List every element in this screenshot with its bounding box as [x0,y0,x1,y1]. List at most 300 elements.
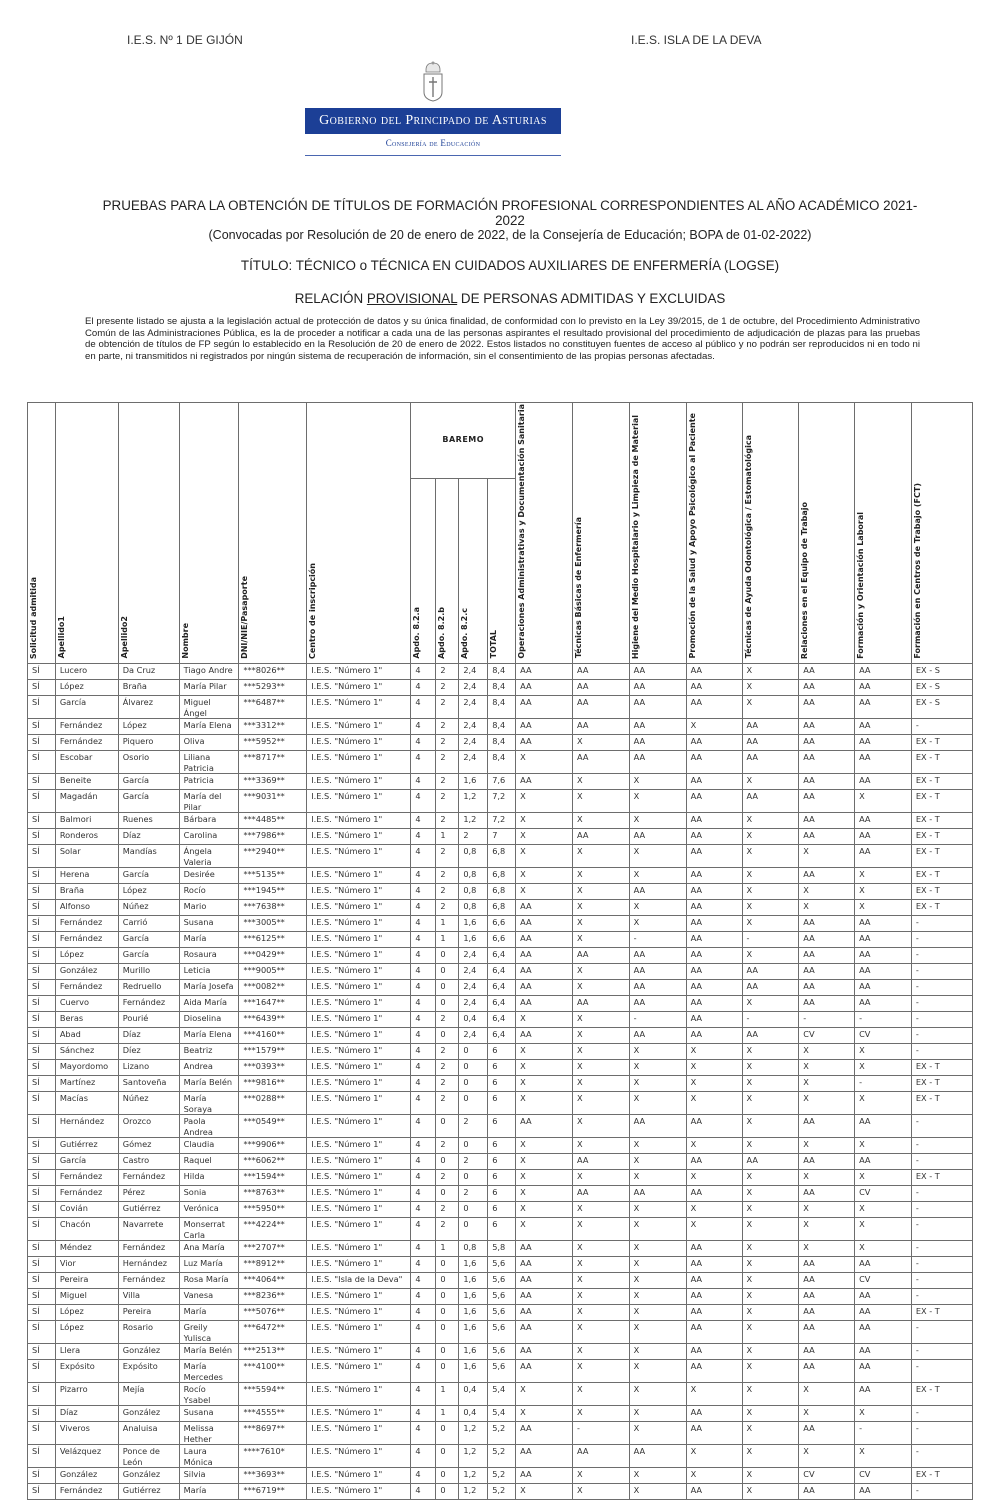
cell-mod-5: X [742,845,799,868]
cell-nombre: Miguel Ángel [179,696,239,719]
cell-apellido2: López [118,719,179,735]
cell-mod-7: AA [855,735,912,751]
cell-apellido1: Hernández [55,1115,118,1138]
cell-mod-4: AA [686,916,742,932]
cell-mod-3: X [629,900,686,916]
cell-apellido2: Hernández [118,1257,179,1273]
cell-apdo-a: 4 [411,884,436,900]
cell-mod-7: AA [855,1257,912,1273]
cell-mod-4: AA [686,1012,742,1028]
cell-mod-5: X [742,1257,799,1273]
cell-apdo-b: 1 [436,829,459,845]
cell-nombre: Oliva [179,735,239,751]
cell-mod-4: AA [686,829,742,845]
government-logo [305,60,561,157]
cell-apellido1: Díaz [55,1406,118,1422]
relacion-heading [95,291,925,306]
cell-nombre: María Elena [179,719,239,735]
cell-mod-5: X [742,664,799,680]
cell-nombre: Raquel [179,1154,239,1170]
cell-mod-7: X [855,868,912,884]
cell-mod-7: X [855,1406,912,1422]
header-right-institution: I.E.S. ISLA DE LA DEVA [631,33,762,47]
cell-mod-7: AA [855,916,912,932]
cell-mod-1: X [516,1044,573,1060]
cell-mod-6: X [799,1241,855,1257]
cell-mod-3: X [629,1241,686,1257]
cell-nombre: Claudia [179,1138,239,1154]
table-row [28,1138,973,1154]
cell-mod-6: AA [799,813,855,829]
table-row [28,1044,973,1060]
cell-apellido2: Villa [118,1289,179,1305]
cell-total: 6,4 [488,980,516,996]
cell-fct: - [911,1422,972,1445]
cell-mod-3: AA [629,980,686,996]
cell-apdo-a: 4 [411,1028,436,1044]
cell-mod-6: AA [799,829,855,845]
cell-solicitud: SÍ [28,829,56,845]
cell-dni: ***1579** [239,1044,307,1060]
cell-apellido1: Alfonso [55,900,118,916]
cell-fct: EX - T [911,1468,972,1484]
cell-mod-7: X [855,1445,912,1468]
cell-apellido2: Álvarez [118,696,179,719]
cell-mod-7: AA [855,845,912,868]
cell-apellido2: García [118,790,179,813]
cell-mod-7: X [855,790,912,813]
cell-mod-6: AA [799,735,855,751]
cell-mod-7: AA [855,813,912,829]
cell-apdo-a: 4 [411,1321,436,1344]
cell-apellido2: González [118,1468,179,1484]
cell-apdo-b: 2 [436,813,459,829]
table-row [28,719,973,735]
cell-apellido1: Escobar [55,751,118,774]
cell-mod-7: AA [855,774,912,790]
cell-mod-2: X [573,1202,630,1218]
cell-mod-6: AA [799,1360,855,1383]
cell-centro: I.E.S. "Número 1" [307,1360,411,1383]
cell-mod-4: AA [686,900,742,916]
cell-apellido1: Sánchez [55,1044,118,1060]
cell-mod-6: AA [799,719,855,735]
cell-mod-1: AA [516,735,573,751]
col-label: TOTAL [489,630,499,659]
cell-mod-1: AA [516,948,573,964]
cell-total: 6,4 [488,1012,516,1028]
cell-mod-6: AA [799,996,855,1012]
cell-solicitud: SÍ [28,1344,56,1360]
cell-mod-5: AA [742,735,799,751]
cell-fct: EX - T [911,845,972,868]
cell-apellido1: Gutiérrez [55,1138,118,1154]
cell-mod-4: AA [686,964,742,980]
cell-apellido2: Núñez [118,900,179,916]
cell-mod-2: X [573,774,630,790]
cell-apellido1: Expósito [55,1360,118,1383]
cell-apdo-b: 0 [436,948,459,964]
col-header-total [488,479,516,664]
cell-mod-1: X [516,1406,573,1422]
cell-total: 7,2 [488,790,516,813]
cell-solicitud: SÍ [28,1406,56,1422]
col-label: Promoción de la Salud y Apoyo Psicológico al Paciente [687,413,697,659]
cell-centro: I.E.S. "Número 1" [307,868,411,884]
cell-apdo-c: 2,4 [459,735,488,751]
cell-mod-2: AA [573,751,630,774]
cell-solicitud: SÍ [28,1218,56,1241]
cell-apdo-c: 2 [459,1115,488,1138]
cell-nombre: Verónica [179,1202,239,1218]
cell-apdo-a: 4 [411,1344,436,1360]
cell-solicitud: SÍ [28,1044,56,1060]
cell-mod-3: X [629,1076,686,1092]
cell-total: 6,6 [488,932,516,948]
cell-total: 5,4 [488,1406,516,1422]
relacion-prefix: RELACIÓN [294,291,367,306]
cell-dni: ***9906** [239,1138,307,1154]
cell-mod-7: X [855,900,912,916]
cell-apdo-c: 2,4 [459,996,488,1012]
cell-apdo-c: 1,2 [459,790,488,813]
col-header-apdo-b [436,479,459,664]
cell-mod-7: AA [855,696,912,719]
cell-mod-1: X [516,1170,573,1186]
cell-mod-4: AA [686,1273,742,1289]
cell-dni: ***8717** [239,751,307,774]
cell-mod-4: X [686,1468,742,1484]
cell-total: 6,8 [488,884,516,900]
cell-apdo-c: 0 [459,1170,488,1186]
cell-mod-5: X [742,868,799,884]
cell-solicitud: SÍ [28,1060,56,1076]
cell-centro: I.E.S. "Número 1" [307,1012,411,1028]
cell-apdo-b: 2 [436,1138,459,1154]
cell-mod-1: AA [516,1468,573,1484]
cell-apellido1: Cuervo [55,996,118,1012]
baremo-group-header: BAREMO [411,403,516,479]
cell-mod-3: X [629,1484,686,1500]
cell-fct: - [911,980,972,996]
cell-mod-1: X [516,1218,573,1241]
cell-dni: ***6062** [239,1154,307,1170]
cell-mod-1: AA [516,932,573,948]
cell-mod-4: AA [686,1154,742,1170]
cell-apdo-c: 2,4 [459,664,488,680]
cell-nombre: María Soraya [179,1092,239,1115]
cell-mod-5: X [742,829,799,845]
cell-dni: ***3312** [239,719,307,735]
cell-dni: ***9031** [239,790,307,813]
cell-apdo-c: 1,6 [459,1305,488,1321]
cell-solicitud: SÍ [28,948,56,964]
cell-apdo-b: 0 [436,1305,459,1321]
cell-nombre: Vanesa [179,1289,239,1305]
cell-apellido1: Fernández [55,932,118,948]
cell-nombre: Rosa María [179,1273,239,1289]
cell-mod-5: AA [742,964,799,980]
cell-apdo-b: 2 [436,1076,459,1092]
cell-mod-3: AA [629,1028,686,1044]
cell-total: 6 [488,1138,516,1154]
cell-apellido2: García [118,932,179,948]
cell-mod-5: X [742,1273,799,1289]
cell-nombre: Greily Yulisca [179,1321,239,1344]
cell-mod-7: X [855,1170,912,1186]
cell-total: 6,8 [488,845,516,868]
cell-apellido2: Pereira [118,1305,179,1321]
table-row [28,845,973,868]
cell-mod-3: X [629,1468,686,1484]
cell-dni: ***3693** [239,1468,307,1484]
cell-apellido2: Expósito [118,1360,179,1383]
cell-mod-2: AA [573,1186,630,1202]
table-row [28,1257,973,1273]
cell-mod-4: AA [686,884,742,900]
cell-total: 6,6 [488,916,516,932]
cell-apdo-b: 0 [436,1360,459,1383]
cell-mod-2: AA [573,680,630,696]
cell-apdo-b: 2 [436,664,459,680]
cell-mod-6: X [799,1076,855,1092]
cell-apellido1: Velázquez [55,1445,118,1468]
cell-mod-5: X [742,1383,799,1406]
cell-solicitud: SÍ [28,996,56,1012]
cell-mod-6: AA [799,1484,855,1500]
cell-mod-7: CV [855,1186,912,1202]
cell-dni: ***4064** [239,1273,307,1289]
cell-centro: I.E.S. "Número 1" [307,1305,411,1321]
cell-mod-1: AA [516,1360,573,1383]
cell-apellido1: Chacón [55,1218,118,1241]
cell-apellido2: Fernández [118,1170,179,1186]
cell-mod-4: X [686,719,742,735]
cell-fct: EX - T [911,774,972,790]
cell-fct: EX - T [911,1076,972,1092]
table-row [28,1241,973,1257]
cell-mod-1: AA [516,900,573,916]
cell-mod-4: AA [686,932,742,948]
cell-total: 7 [488,829,516,845]
cell-mod-6: X [799,884,855,900]
cell-apdo-c: 1,2 [459,1445,488,1468]
cell-fct: - [911,964,972,980]
cell-dni: ***3369** [239,774,307,790]
cell-apdo-b: 2 [436,1170,459,1186]
col-label: Formación en Centros de Trabajo (FCT) [912,483,922,659]
cell-centro: I.E.S. "Número 1" [307,774,411,790]
cell-mod-6: X [799,1044,855,1060]
cell-mod-4: AA [686,1186,742,1202]
cell-apdo-c: 1,2 [459,813,488,829]
col-header-apdo-a [411,479,436,664]
cell-fct: - [911,719,972,735]
cell-centro: I.E.S. "Número 1" [307,964,411,980]
cell-mod-6: X [799,1170,855,1186]
cell-nombre: Patricia [179,774,239,790]
table-row [28,1092,973,1115]
cell-apdo-c: 2,4 [459,751,488,774]
cell-nombre: Sonia [179,1186,239,1202]
cell-mod-3: X [629,1344,686,1360]
cell-total: 6 [488,1186,516,1202]
cell-mod-6: - [799,1012,855,1028]
cell-mod-2: X [573,980,630,996]
table-row [28,980,973,996]
cell-centro: I.E.S. "Número 1" [307,1321,411,1344]
col-label: Apellido2 [119,616,129,659]
cell-dni: ***4224** [239,1218,307,1241]
cell-mod-4: X [686,1445,742,1468]
cell-mod-1: X [516,751,573,774]
cell-fct: - [911,948,972,964]
cell-solicitud: SÍ [28,964,56,980]
table-row [28,1186,973,1202]
cell-mod-1: X [516,1202,573,1218]
cell-mod-3: X [629,1060,686,1076]
cell-centro: I.E.S. "Número 1" [307,813,411,829]
col-header-apellido2 [118,403,179,664]
cell-solicitud: SÍ [28,1257,56,1273]
table-row [28,1422,973,1445]
cell-mod-5: X [742,774,799,790]
cell-centro: I.E.S. "Número 1" [307,884,411,900]
cell-mod-5: X [742,1092,799,1115]
table-row [28,1076,973,1092]
table-row [28,735,973,751]
cell-mod-4: X [686,1092,742,1115]
col-label: Apdo. 8.2.c [460,607,470,659]
cell-fct: EX - T [911,900,972,916]
cell-fct: - [911,1273,972,1289]
cell-centro: I.E.S. "Número 1" [307,696,411,719]
cell-apdo-b: 0 [436,1115,459,1138]
cell-mod-3: X [629,774,686,790]
cell-fct: EX - S [911,696,972,719]
cell-total: 6 [488,1154,516,1170]
cell-mod-3: AA [629,1186,686,1202]
cell-mod-2: AA [573,996,630,1012]
cell-solicitud: SÍ [28,774,56,790]
cell-mod-5: X [742,1305,799,1321]
cell-nombre: María Mercedes [179,1360,239,1383]
table-row [28,916,973,932]
cell-mod-1: X [516,1138,573,1154]
cell-apdo-a: 4 [411,948,436,964]
cell-fct: - [911,1241,972,1257]
logo-divider [305,155,561,156]
cell-total: 5,2 [488,1422,516,1445]
cell-solicitud: SÍ [28,1445,56,1468]
cell-mod-4: X [686,1170,742,1186]
cell-nombre: Silvia [179,1468,239,1484]
cell-centro: I.E.S. "Número 1" [307,1218,411,1241]
cell-mod-3: AA [629,1445,686,1468]
cell-nombre: Liliana Patricia [179,751,239,774]
cell-apellido2: López [118,884,179,900]
table-row [28,1406,973,1422]
cell-mod-4: AA [686,1484,742,1500]
cell-nombre: Desirée [179,868,239,884]
cell-apdo-a: 4 [411,1076,436,1092]
cell-apellido2: Da Cruz [118,664,179,680]
cell-apellido1: Macías [55,1092,118,1115]
cell-apellido1: Martínez [55,1076,118,1092]
cell-apellido1: Herena [55,868,118,884]
table-row [28,1273,973,1289]
cell-apdo-b: 2 [436,680,459,696]
cell-mod-6: X [799,900,855,916]
cell-nombre: Ana María [179,1241,239,1257]
titulo-heading: TÍTULO: TÉCNICO o TÉCNICA EN CUIDADOS AUXILIARES DE ENFERMERÍA (LOGSE) [240,258,780,273]
cell-solicitud: SÍ [28,680,56,696]
cell-mod-1: AA [516,664,573,680]
cell-mod-1: X [516,1092,573,1115]
cell-apellido2: Carrió [118,916,179,932]
cell-apdo-c: 0,8 [459,868,488,884]
cell-dni: ***8236** [239,1289,307,1305]
cell-mod-2: X [573,868,630,884]
cell-mod-2: X [573,1028,630,1044]
cell-mod-2: AA [573,719,630,735]
cell-fct: EX - T [911,790,972,813]
cell-apdo-a: 4 [411,1257,436,1273]
cell-mod-2: AA [573,664,630,680]
cell-mod-4: AA [686,813,742,829]
cell-mod-1: X [516,1186,573,1202]
cell-total: 5,6 [488,1289,516,1305]
cell-apdo-a: 4 [411,751,436,774]
cell-centro: I.E.S. "Número 1" [307,680,411,696]
cell-apellido1: Covián [55,1202,118,1218]
cell-apdo-c: 2,4 [459,964,488,980]
cell-total: 8,4 [488,664,516,680]
cell-apdo-c: 1,6 [459,774,488,790]
cell-mod-4: X [686,1218,742,1241]
cell-solicitud: SÍ [28,932,56,948]
col-header-module-fct [911,403,972,664]
header-left-institution: I.E.S. Nº 1 DE GIJÓN [127,33,243,47]
cell-apellido1: García [55,696,118,719]
cell-mod-2: X [573,1344,630,1360]
cell-apdo-c: 2,4 [459,680,488,696]
cell-fct: EX - T [911,829,972,845]
cell-centro: I.E.S. "Número 1" [307,1186,411,1202]
cell-nombre: María Belén [179,1076,239,1092]
cell-mod-1: X [516,1383,573,1406]
cell-apellido1: Beneite [55,774,118,790]
cell-dni: ***5293** [239,680,307,696]
cell-mod-3: X [629,1092,686,1115]
cell-apdo-c: 0 [459,1092,488,1115]
cell-apellido2: Fernández [118,1241,179,1257]
cell-apellido2: Mandías [118,845,179,868]
cell-mod-3: AA [629,719,686,735]
cell-solicitud: SÍ [28,1202,56,1218]
cell-mod-2: X [573,1170,630,1186]
cell-apdo-b: 0 [436,1289,459,1305]
cell-mod-2: X [573,1484,630,1500]
cell-mod-1: AA [516,1273,573,1289]
cell-mod-6: AA [799,664,855,680]
cell-mod-1: X [516,1076,573,1092]
cell-mod-7: AA [855,1154,912,1170]
cell-mod-7: - [855,1012,912,1028]
cell-mod-7: X [855,1241,912,1257]
cell-mod-6: AA [799,980,855,996]
cell-solicitud: SÍ [28,980,56,996]
